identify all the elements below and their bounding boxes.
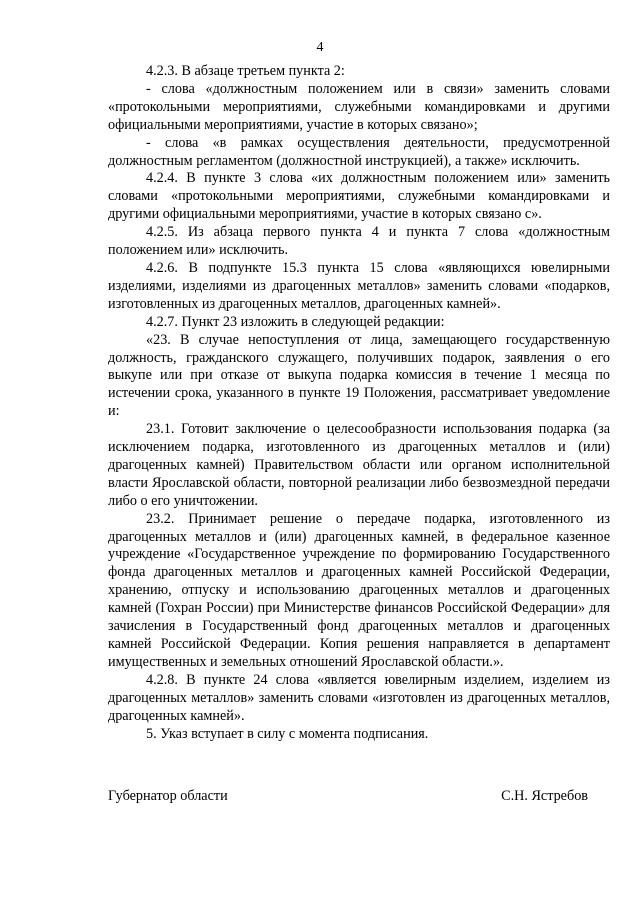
- paragraph-4-2-8: 4.2.8. В пункте 24 слова «является ювелирным изделием, изделием из драгоценных металлов» заменить словами «изготовлен из драгоценных металлов, драгоценных камней».: [108, 671, 610, 724]
- signatory-position: Губернатор области: [108, 788, 228, 804]
- paragraph-4-2-3-item-1: - слова «должностным положением или в связи» заменить словами «протокольными мероприятиями, служебными командировками и другими официальными мероприятиями, участие в которых связано»;: [108, 80, 610, 133]
- paragraph-4-2-4: 4.2.4. В пункте 3 слова «их должностным положением или» заменить словами «протокольными мероприятиями, служебными командировками и другими официальными мероприятиями, участие в которых связано с».: [108, 170, 610, 223]
- paragraph-23: «23. В случае непоступления от лица, замещающего государственную должность, гражданского служащего, получивших подарок, заявления о его выкупе или при отказе от выкупа подарка комиссия в течение 1 месяца по истечении срока, указанного в пункте 19 Положения, рассматривает уведомление и:: [108, 331, 610, 420]
- paragraph-4-2-7: 4.2.7. Пункт 23 изложить в следующей редакции:: [146, 313, 445, 330]
- paragraph-4-2-3: 4.2.3. В абзаце третьем пункта 2:: [146, 63, 345, 79]
- paragraph-5: 5. Указ вступает в силу с момента подписания.: [146, 725, 429, 742]
- page-number: 4: [316, 40, 324, 55]
- signature-block: [108, 788, 588, 806]
- paragraph-4-2-6: 4.2.6. В подпункте 15.3 пункта 15 слова «являющихся ювелирными изделиями, изделиями из драгоценных металлов» заменить словами «подарков, изготовленных из драгоценных металлов, драгоценных камней».: [108, 259, 610, 312]
- signatory-name: С.Н. Ястребов: [501, 788, 588, 804]
- paragraph-4-2-5: 4.2.5. Из абзаца первого пункта 4 и пункта 7 слова «должностным положением или» исключить.: [108, 224, 610, 259]
- document-body: [108, 63, 610, 743]
- paragraph-23-1: 23.1. Готовит заключение о целесообразности использования подарка (за исключением подарка, изготовленного из драгоценных металлов и (или) драгоценных камней) Правительством области или органом исполнительной власти Ярославской области, повторной реализации либо безвозмездной передачи либо о его уничтожении.: [108, 421, 610, 509]
- paragraph-23-2: 23.2. Принимает решение о передаче подарка, изготовленного из драгоценных металлов и (или) драгоценных камней, в федеральное казенное учреждение «Государственное учреждение по формированию Государственного фонда драгоценных металлов и драгоценных камней Российской Федерации, хранению, отпуску и использованию драгоценных металлов и драгоценных камней (Гохран России) при Министерстве финансов Российской Федерации» для зачисления в Государственный фонд драгоценных металлов и драгоценных камней Российской Федерации. Копия решения направляется в департамент имущественных и земельных отношений Ярославской области.».: [108, 510, 610, 670]
- paragraph-4-2-3-item-2: - слова «в рамках осуществления деятельности, предусмотренной должностным регламентом (должностной инструкцией), а также» исключить.: [108, 134, 610, 169]
